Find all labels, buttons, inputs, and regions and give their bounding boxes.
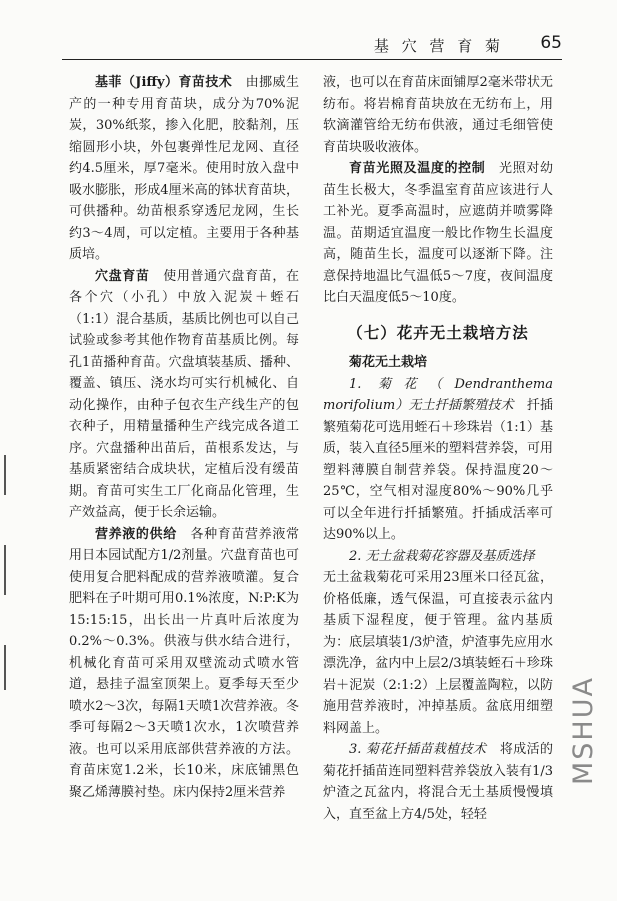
paragraph-light-temperature [323,158,553,309]
right-column [323,72,553,825]
paragraph-plug-tray [69,266,299,524]
item-planting-technique [323,739,553,825]
paragraph-text: 各种育苗营养液常用日本园试配方1/2剂量。穴盘育苗也可使用复合肥料配成的营养液喷灌。复合肥料在子叶期可用0.1%浓度，N:P:K为15:15:15，出长出一片真叶后浓度为0.2%～0.3%。供液与供水结合进行，机械化育苗可采用双壁流动式喷水管道，悬挂子温室顶架上。夏季每天至少喷水2～3次，每隔1天喷1次营养液。冬季可每隔2～3天喷1次水，1次喷营养液。也可以采用底部供营养液的方法。育苗床宽1.2米，长10米，床底铺黑色聚乙烯薄膜衬垫。床内保持2厘米营养 [69,526,299,800]
paragraph-heading: 营养液的供给 [95,526,177,542]
header-rule [62,59,562,60]
watermark: MSHUA [568,676,599,785]
item-text: 将成活的菊花扦插苗连同塑料营养袋放入装有1/3炉渣之瓦盆内，将混合无土基质慢慢填入，直至盆上方4/5处，轻轻 [323,742,553,822]
scan-edge-mark [4,455,6,495]
item-heading: 3. 菊花扦插苗栽植技术 [349,742,487,757]
subsection-title: 菊花无土栽培 [349,355,428,370]
paragraph-heading: 穴盘育苗 [95,268,150,284]
paragraph-text: 由挪威生产的一种专用育苗块，成分为70%泥炭，30%纸浆，掺入化肥，胶黏剂，压缩圆形小块，外包裹弹性尼龙网、直径约4.5厘米，厚7毫米。使用时放入盘中吸水膨胀，形成4厘米高的钵状育苗块，可供播种。幼苗根系穿透尼龙网，生长约3～4周，可以定植。主要用于各种基质培。 [69,75,299,262]
latin-name: Dendranthema morifolium [323,376,553,413]
paragraph-continued: 液，也可以在育苗床面铺厚2毫米带状无纺布。将岩棉育苗块放在无纺布上，用软滴灌管给无纺布供液，通过毛细管使育苗块吸收液体。 [323,75,553,155]
left-column [69,72,299,803]
item-heading-container-substrate: 2. 无土盆栽菊花容器及基质选择 [349,548,535,564]
item-heading: 1. 菊花（Dendranthema morifolium）无土扦插繁殖技术 [323,376,553,413]
paragraph-heading: 育苗光照及温度的控制 [349,161,486,176]
paragraph-heading: 基菲（Jiffy）育苗技术 [95,75,233,90]
item-container-substrate: 无土盆栽菊花可采用23厘米口径瓦盆，价格低廉，透气保温，可直接表示盆内基质下湿程度，便于管理。盆内基质为：底层填装1/3炉渣，炉渣事先应用水漂洗净，盆内中上层2/3填装蛭石＋珍珠岩＋泥炭（2:1:2）上层覆盖陶粒，以防施用营养液时，冲掉基质。盆底用细塑料网盖上。 [323,570,553,736]
section-title: （七）花卉无土栽培方法 [347,323,529,342]
scan-edge-mark [4,645,6,690]
scan-edge-mark [4,545,6,595]
page-header [62,26,562,66]
paragraph-nutrient-supply [69,524,299,804]
paragraph-text: 光照对幼苗生长极大，冬季温室育苗应该进行人工补光。夏季高温时，应遮荫并喷雾降温。苗期适宜温度一般比作物生长温度高，随苗生长，温度可以逐渐下降。注意保持地温比气温低5～7度，夜间温度比白天温度低5～10度。 [323,161,553,305]
paragraph-jiffy [69,72,299,266]
page-number: 65 [540,33,562,53]
running-title: 基 穴 营 育 菊 [373,37,504,55]
paragraph-text: 使用普通穴盘育苗，在各个穴（小孔）中放入泥炭＋蛭石（1:1）混合基质，基质比例也可以自己试验或参考其他作物育苗基质比例。每孔1苗播种育苗。穴盘填装基质、播种、覆盖、镇压、浇水均可实行机械化、自动化操作，由种子包衣生产线生产的包衣种子，用精量播种生产线完成各道工序。穴盘播种出苗后，苗根系发达，与基质紧密结合成块状，定植后没有缓苗期。育苗可实生工厂化商品化管理，生产效益高，便于长余运输。 [69,268,299,520]
item-text: 扦插繁殖菊花可选用蛭石＋珍珠岩（1:1）基质，装入直径5厘米的塑料营养袋，可用塑料薄膜自制营养袋。保持温度20～25℃，空气相对湿度80%～90%几乎可以全年进行扦插繁殖。扦插成活率可达90%以上。 [323,398,553,542]
item-cutting-propagation [323,374,553,546]
